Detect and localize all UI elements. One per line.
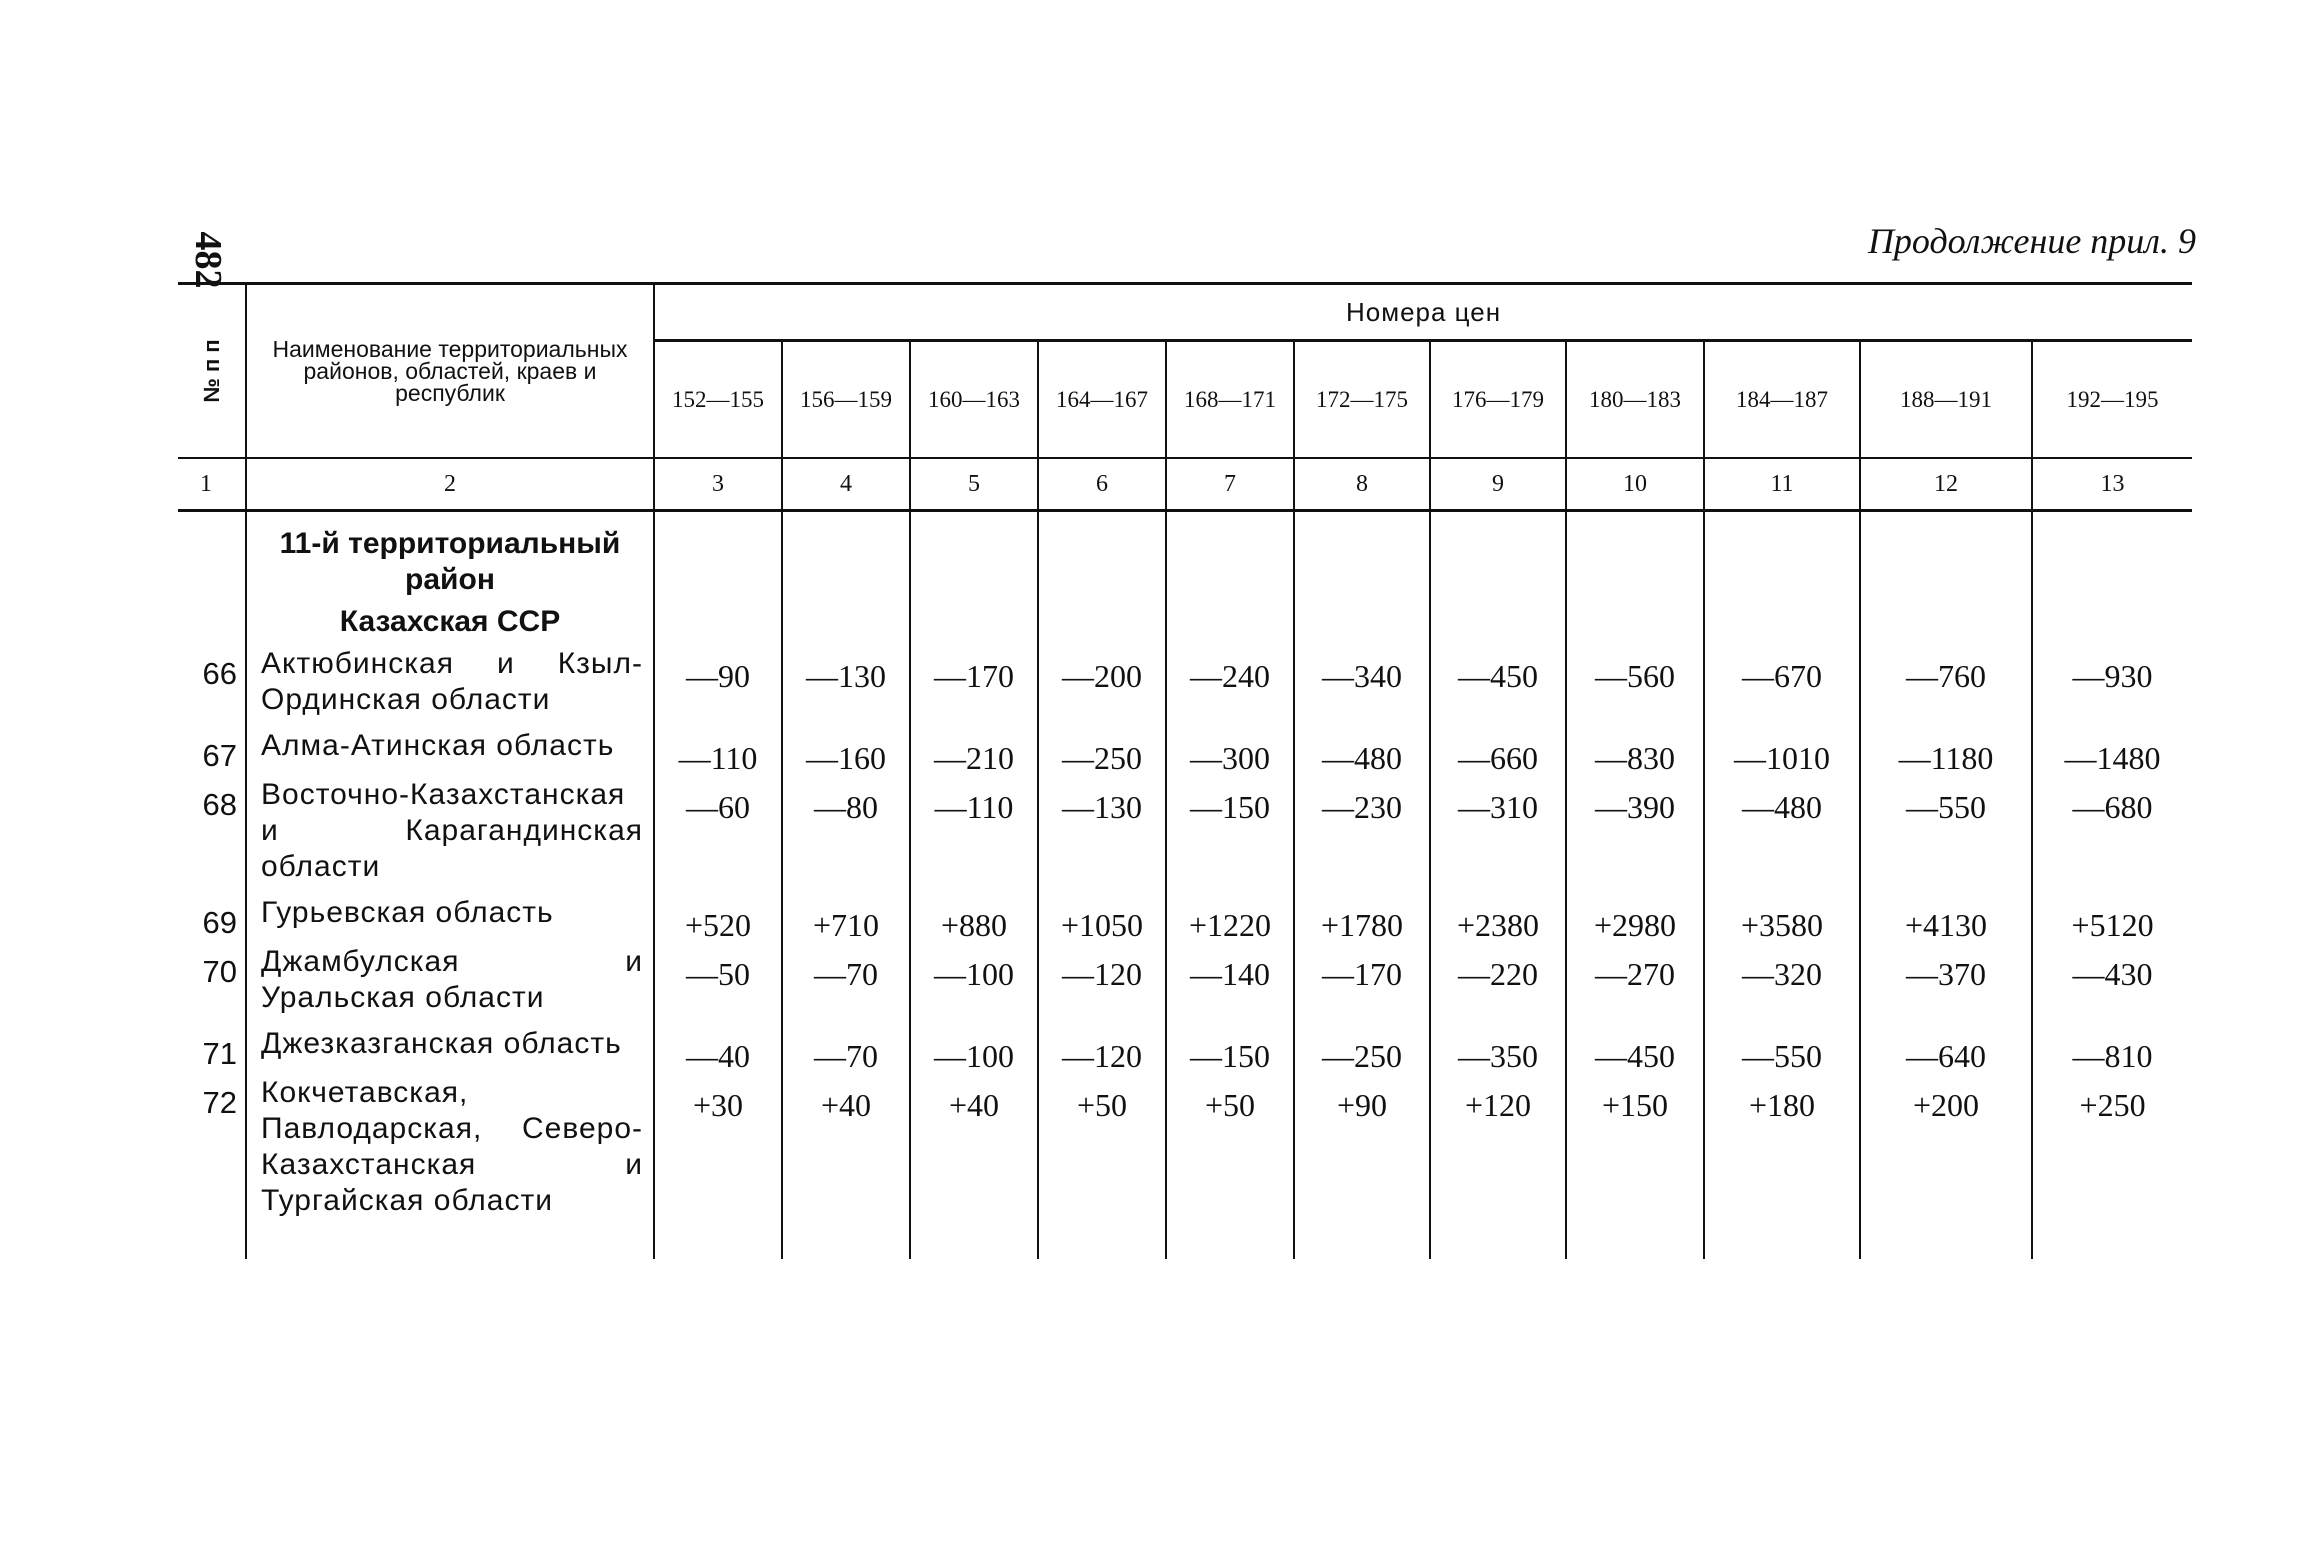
price-value: +30 <box>654 1075 782 1229</box>
price-value: +90 <box>1294 1075 1430 1229</box>
row-number: 66 <box>178 646 246 728</box>
price-value: +250 <box>2079 1087 2146 1123</box>
price-value: —90 <box>654 646 782 728</box>
section-subtitle: Казахская ССР <box>246 604 654 646</box>
price-value: —120 <box>1038 1026 1166 1075</box>
header-range: 164—167 <box>1038 341 1166 458</box>
price-value: —70 <box>782 1026 910 1075</box>
price-value: —220 <box>1430 944 1566 1026</box>
price-value: —110 <box>654 728 782 777</box>
price-value: +710 <box>782 895 910 944</box>
column-number: 13 <box>2032 458 2192 511</box>
price-value: —150 <box>1166 777 1294 895</box>
price-value: +520 <box>654 895 782 944</box>
price-value: —230 <box>1294 777 1430 895</box>
column-number: 3 <box>654 458 782 511</box>
price-value: +2380 <box>1430 895 1566 944</box>
price-value: —50 <box>654 944 782 1026</box>
price-value: —130 <box>1038 777 1166 895</box>
section-title: 11-й территориальный район <box>246 526 654 604</box>
table-row <box>178 1026 2192 1075</box>
price-value: +3580 <box>1704 895 1860 944</box>
price-value: —430 <box>2072 956 2153 992</box>
row-number: 69 <box>178 895 246 944</box>
column-number: 11 <box>1704 458 1860 511</box>
header-region-name: Наименование территориальных районов, областей, краев и республик <box>246 284 654 459</box>
price-value: +50 <box>1166 1075 1294 1229</box>
price-value: —60 <box>654 777 782 895</box>
price-value: —560 <box>1566 646 1704 728</box>
price-value: —250 <box>1294 1026 1430 1075</box>
price-value: —370 <box>1860 944 2032 1026</box>
price-value: —550 <box>1704 1026 1860 1075</box>
price-value: +5120 <box>2071 907 2154 943</box>
price-value: —300 <box>1166 728 1294 777</box>
price-value: —130 <box>782 646 910 728</box>
header-row-number: № п п <box>178 284 246 459</box>
region-name: Джезказганская область <box>246 1026 654 1075</box>
row-number: 68 <box>178 777 246 895</box>
price-value: —340 <box>1294 646 1430 728</box>
price-value: —80 <box>782 777 910 895</box>
price-value: —140 <box>1166 944 1294 1026</box>
price-value: +1050 <box>1038 895 1166 944</box>
column-number: 10 <box>1566 458 1704 511</box>
column-number: 1 <box>178 458 246 511</box>
region-name: Восточно-Казахстанская и Карагандинская области <box>246 777 654 895</box>
price-value: +120 <box>1430 1075 1566 1229</box>
price-value: —170 <box>910 646 1038 728</box>
price-value: —160 <box>782 728 910 777</box>
price-value: +880 <box>910 895 1038 944</box>
row-number: 72 <box>178 1075 246 1229</box>
table-row <box>178 944 2192 1026</box>
price-value: +200 <box>1860 1075 2032 1229</box>
price-value: —480 <box>1294 728 1430 777</box>
column-number: 12 <box>1860 458 2032 511</box>
price-value: —240 <box>1166 646 1294 728</box>
price-value: —830 <box>1566 728 1704 777</box>
price-value: —70 <box>782 944 910 1026</box>
price-value: —110 <box>910 777 1038 895</box>
continuation-caption: Продолжение прил. 9 <box>1867 221 2196 261</box>
price-value: +1780 <box>1294 895 1430 944</box>
price-value: —310 <box>1430 777 1566 895</box>
header-range: 184—187 <box>1704 341 1860 458</box>
region-name: Кокчетавская, Павлодарская, Северо-Казахстанская и Тургайская области <box>246 1075 654 1229</box>
price-value: —810 <box>2072 1038 2153 1074</box>
header-range: 180—183 <box>1566 341 1704 458</box>
price-value: —250 <box>1038 728 1166 777</box>
table-row <box>178 1075 2192 1229</box>
price-value: —100 <box>910 944 1038 1026</box>
header-price-numbers: Номера цен <box>654 284 2192 341</box>
price-value: —320 <box>1704 944 1860 1026</box>
price-value: —450 <box>1430 646 1566 728</box>
table-row <box>178 728 2192 777</box>
price-value: —210 <box>910 728 1038 777</box>
region-name: Гурьевская область <box>246 895 654 944</box>
table-body <box>178 458 2192 1259</box>
column-number: 4 <box>782 458 910 511</box>
price-value: —660 <box>1430 728 1566 777</box>
price-value: +40 <box>910 1075 1038 1229</box>
price-value: +40 <box>782 1075 910 1229</box>
price-value: —200 <box>1038 646 1166 728</box>
header-range: 172—175 <box>1294 341 1430 458</box>
price-value: +2980 <box>1566 895 1704 944</box>
table-row <box>178 895 2192 944</box>
price-value: —390 <box>1566 777 1704 895</box>
table-row <box>178 646 2192 728</box>
price-value: —670 <box>1704 646 1860 728</box>
price-value: —640 <box>1860 1026 2032 1075</box>
header-range: 168—171 <box>1166 341 1294 458</box>
header-range: 188—191 <box>1860 341 2032 458</box>
price-value: —270 <box>1566 944 1704 1026</box>
table-row <box>178 777 2192 895</box>
price-value: —350 <box>1430 1026 1566 1075</box>
header-range: 176—179 <box>1430 341 1566 458</box>
price-value: —100 <box>910 1026 1038 1075</box>
region-name: Джамбулская и Уральская области <box>246 944 654 1026</box>
price-value: —1480 <box>2064 740 2161 776</box>
column-number: 7 <box>1166 458 1294 511</box>
column-number: 9 <box>1430 458 1566 511</box>
price-value: +4130 <box>1860 895 2032 944</box>
price-value: —450 <box>1566 1026 1704 1075</box>
price-value: +50 <box>1038 1075 1166 1229</box>
row-number: 71 <box>178 1026 246 1075</box>
price-value: —680 <box>2072 789 2153 825</box>
price-value: +1220 <box>1166 895 1294 944</box>
row-number: 70 <box>178 944 246 1026</box>
price-value: —170 <box>1294 944 1430 1026</box>
header-range: 156—159 <box>782 341 910 458</box>
page-number: 482 <box>187 231 229 289</box>
price-value: —120 <box>1038 944 1166 1026</box>
price-value: —40 <box>654 1026 782 1075</box>
region-name: Алма-Атинская область <box>246 728 654 777</box>
header-range: 192—195 <box>2032 341 2192 458</box>
column-numbers-row <box>178 458 2192 511</box>
price-value: —1010 <box>1704 728 1860 777</box>
row-number: 67 <box>178 728 246 777</box>
column-number: 5 <box>910 458 1038 511</box>
header-range: 152—155 <box>654 341 782 458</box>
price-value: +180 <box>1704 1075 1860 1229</box>
price-table <box>178 282 2192 1259</box>
price-value: —550 <box>1860 777 2032 895</box>
price-value: —930 <box>2072 658 2153 694</box>
column-number: 6 <box>1038 458 1166 511</box>
region-name: Актюбинская и Кзыл-Ординская области <box>246 646 654 728</box>
price-value: —1180 <box>1860 728 2032 777</box>
price-value: +150 <box>1566 1075 1704 1229</box>
price-value: —760 <box>1860 646 2032 728</box>
header-range: 160—163 <box>910 341 1038 458</box>
column-number: 8 <box>1294 458 1430 511</box>
price-value: —480 <box>1704 777 1860 895</box>
column-number: 2 <box>246 458 654 511</box>
price-value: —150 <box>1166 1026 1294 1075</box>
